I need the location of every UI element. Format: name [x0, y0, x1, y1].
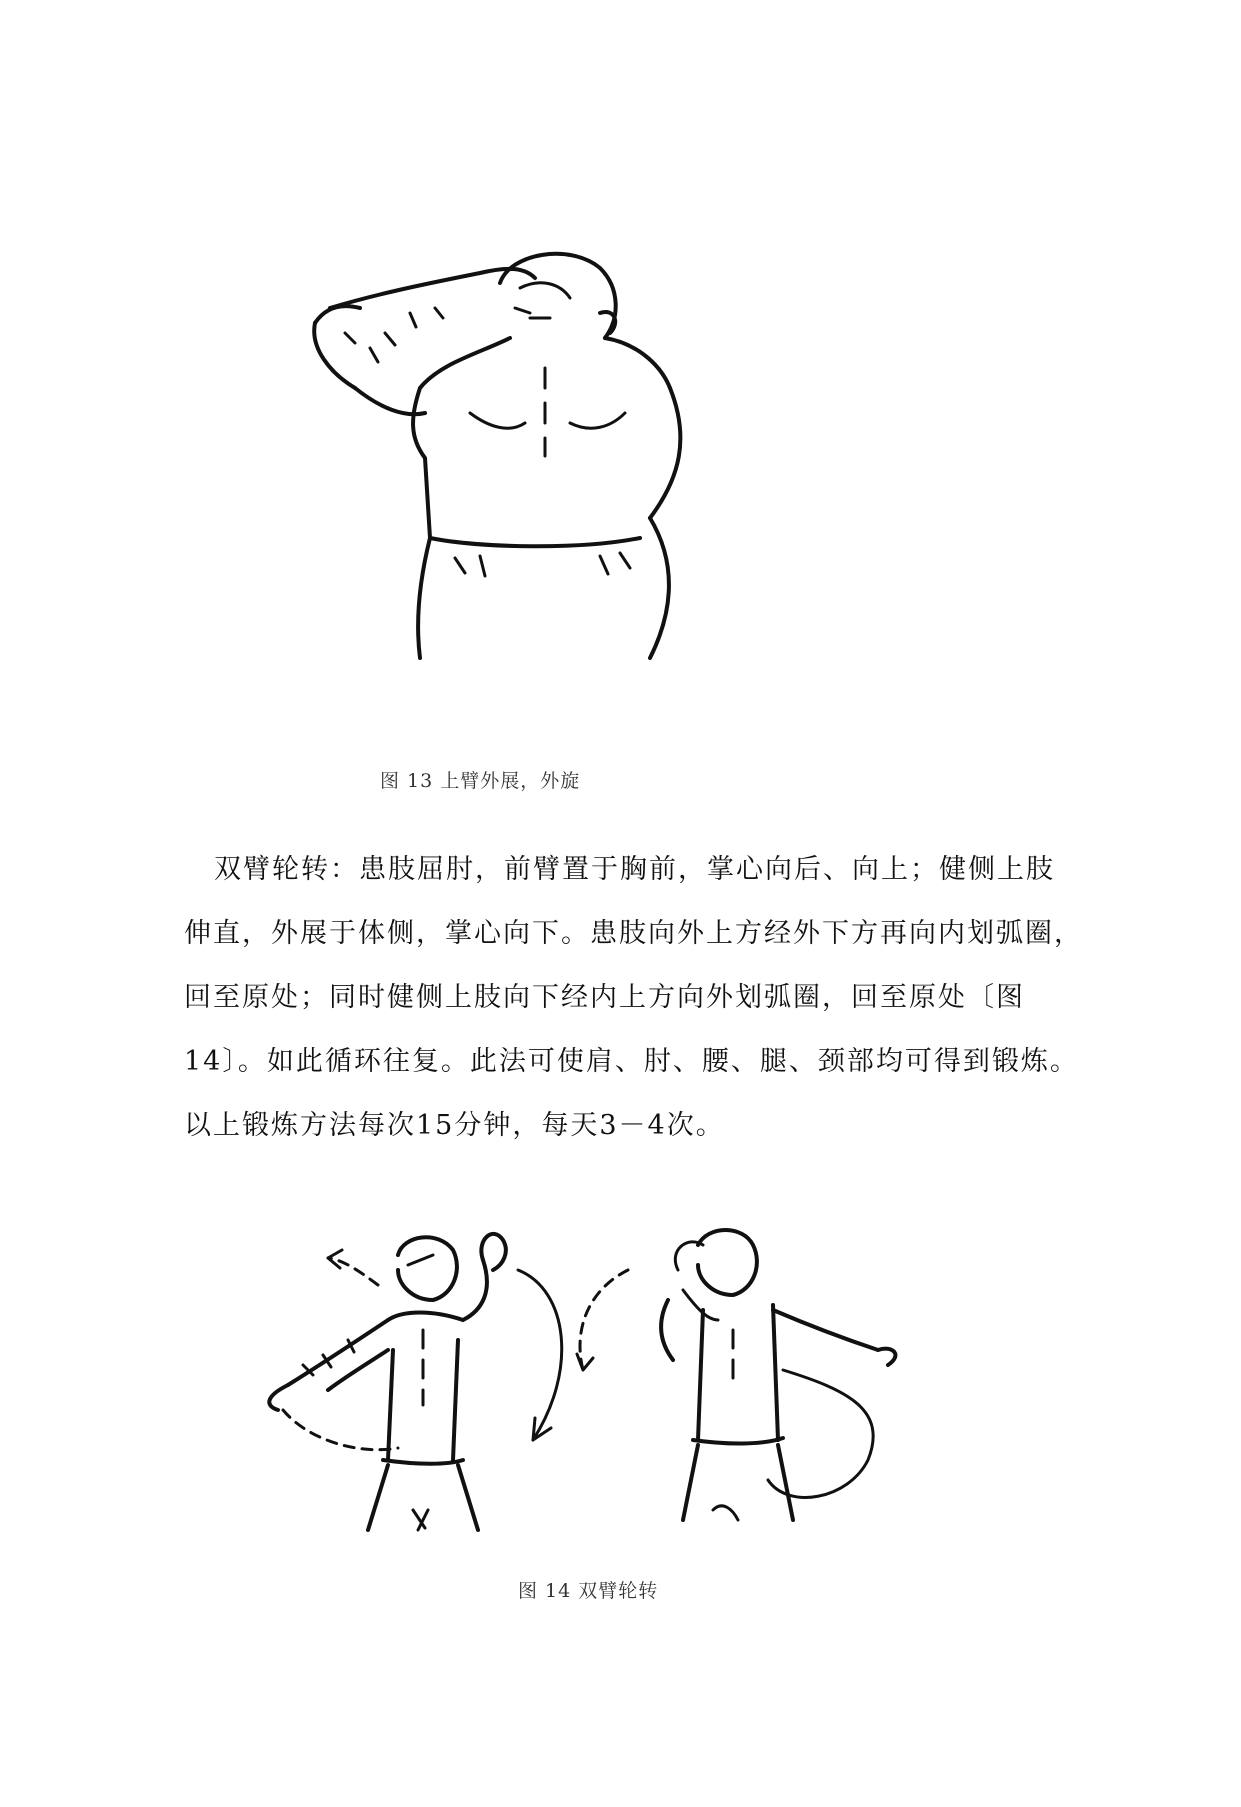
figure-13-illustration — [180, 238, 920, 673]
figure-14-illustration — [228, 1210, 968, 1555]
paragraph-line: 回至原处；同时健侧上肢向下经内上方向外划弧圈，回至原处〔图 — [184, 982, 1025, 1013]
paragraph-exercise-description — [184, 838, 1084, 1158]
figure-13-caption: 图 13 上臂外展，外旋 — [380, 770, 581, 792]
figure-14-caption: 图 14 双臂轮转 — [518, 1580, 659, 1602]
paragraph-line: 以上锻炼方法每次15分钟，每天3－4次。 — [184, 1110, 725, 1141]
paragraph-line: 双臂轮转：患肢屈肘，前臂置于胸前，掌心向后、向上；健侧上肢 — [214, 854, 1055, 885]
paragraph-line: 14〕。如此循环往复。此法可使肩、肘、腰、腿、颈部均可得到锻炼。 — [184, 1046, 1079, 1077]
paragraph-line: 伸直，外展于体侧，掌心向下。患肢向外上方经外下方再向内划弧圈， — [184, 918, 1083, 949]
